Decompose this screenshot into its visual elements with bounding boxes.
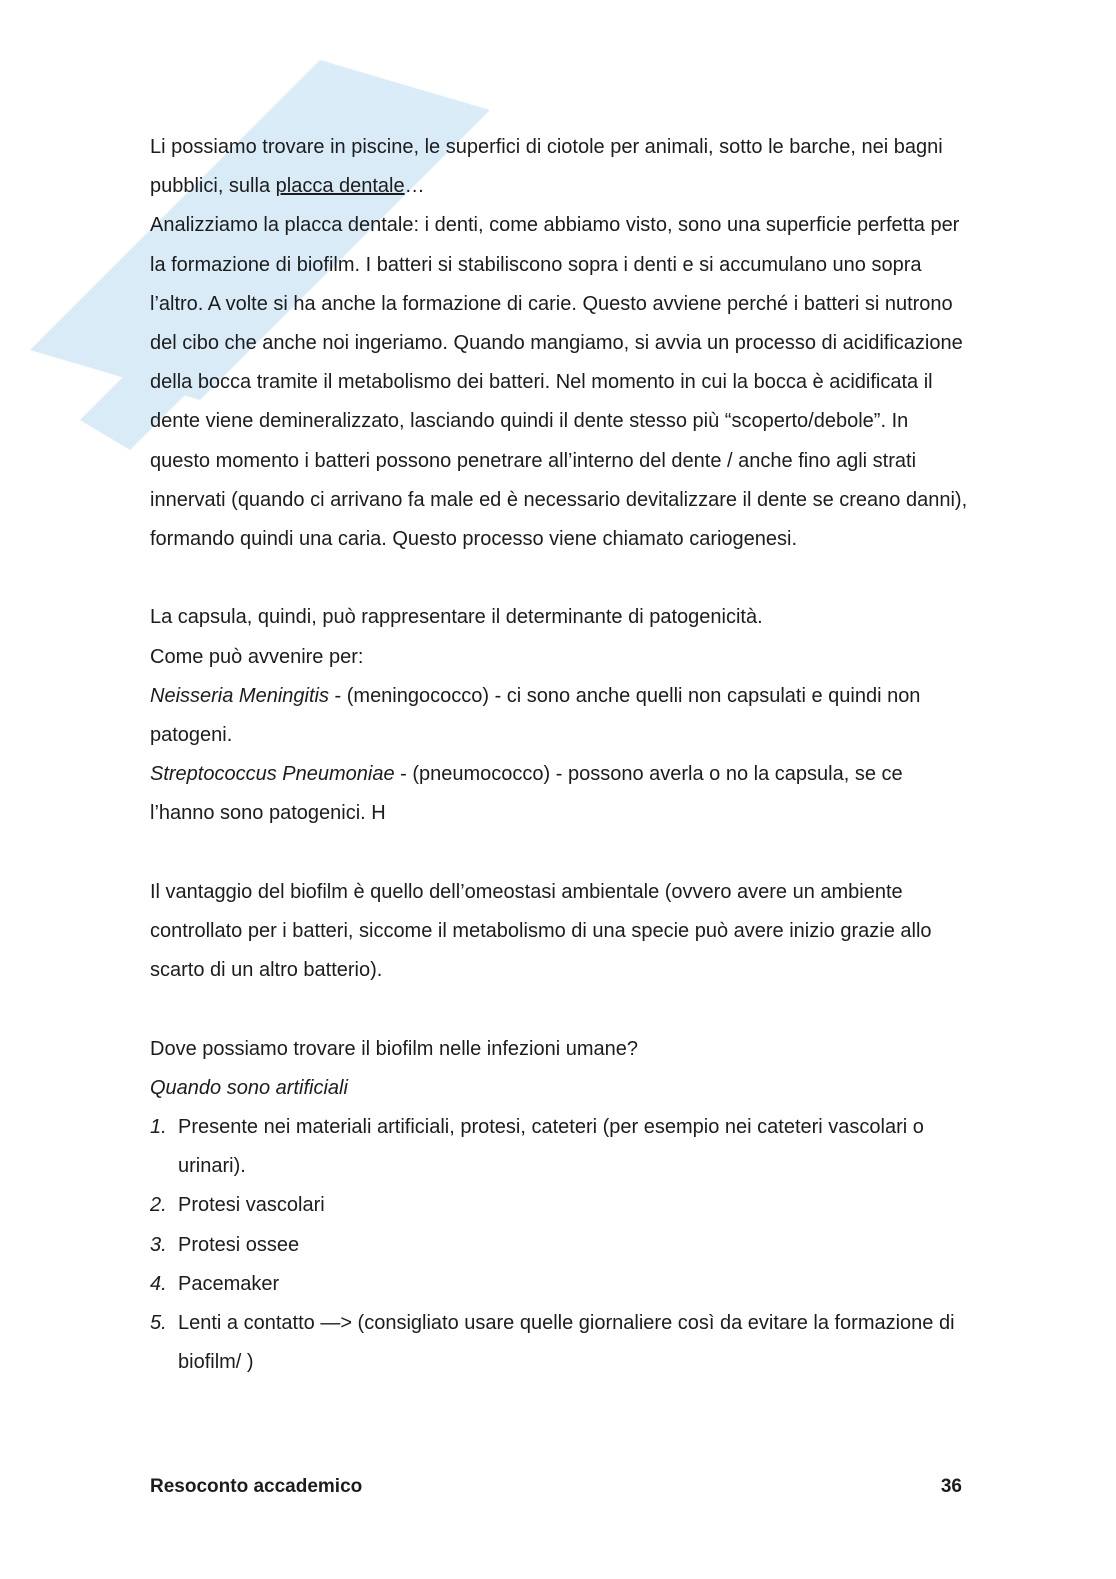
list-item: 4. Pacemaker	[150, 1272, 280, 1295]
list-item: 3. Protesi ossee	[150, 1233, 300, 1256]
paragraph-intro: Li possiamo trovare in piscine, le superfici di ciotole per animali, sotto le barche, nei bagni pubblici, sulla placca dentale…	[150, 136, 943, 198]
paragraph-vantaggio: Il vantaggio del biofilm è quello dell’omeostasi ambientale (ovvero avere un ambiente controllato per i batteri, siccome il metabolismo di una specie può avere inizio grazie allo scarto di un altro batterio).	[150, 880, 932, 982]
paragraph-neisseria: Neisseria Meningitis - (meningococco) - ci sono anche quelli non capsulati e quindi non patogeni.	[150, 684, 921, 747]
biofilm-locations-list	[150, 1108, 970, 1382]
spacer	[150, 834, 970, 873]
paragraph-domanda: Dove possiamo trovare il biofilm nelle infezioni umane?	[150, 1037, 639, 1060]
page-body	[150, 128, 970, 1382]
page-footer	[150, 1476, 962, 1498]
paragraph-placca: Analizziamo la placca dentale: i denti, come abbiamo visto, sono una superficie perfetta per la formazione di biofilm. I batteri si stabiliscono sopra i denti e si accumulano uno sopra l’altro. A volte si ha anche la formazione di carie. Questo avviene perché i batteri si nutrono del cibo che anche noi ingeriamo. Quando mangiamo, si avvia un processo di acidificazione della bocca tramite il metabolismo dei batteri. Nel momento in cui la bocca è acidificata il dente viene demineralizzato, lasciando quindi il dente stesso più “scoperto/debole”. In questo momento i batteri possono penetrare all’interno del dente / anche fino agli strati innervati (quando ci arrivano fa male ed è necessario devitalizzare il dente se creano danni), formando quindi una caria. Questo processo viene chiamato cariogenesi.	[150, 214, 968, 551]
list-item: 5. Lenti a contatto —> (consigliato usare quelle giornaliere così da evitare la formazione di biofilm/ )	[150, 1312, 955, 1374]
paragraph-come: Come può avvenire per:	[150, 645, 364, 668]
list-item: 1. Presente nei materiali artificiali, protesi, cateteri (per esempio nei cateteri vascolari o urinari).	[150, 1116, 924, 1178]
spacer	[150, 559, 970, 598]
paragraph-streptococcus: Streptococcus Pneumoniae - (pneumococco) - possono averla o no la capsula, se ce l’hanno sono patogenici. H	[150, 763, 903, 825]
footer-title: Resoconto accademico	[150, 1476, 363, 1497]
page-number: 36	[940, 1476, 962, 1497]
paragraph-artificiali: Quando sono artificiali	[150, 1076, 348, 1099]
list-item: 2. Protesi vascolari	[150, 1194, 325, 1217]
spacer	[150, 990, 970, 1029]
paragraph-capsula: La capsula, quindi, può rappresentare il determinante di patogenicità.	[150, 606, 763, 629]
placca-dentale-link[interactable]: placca dentale	[275, 175, 405, 198]
